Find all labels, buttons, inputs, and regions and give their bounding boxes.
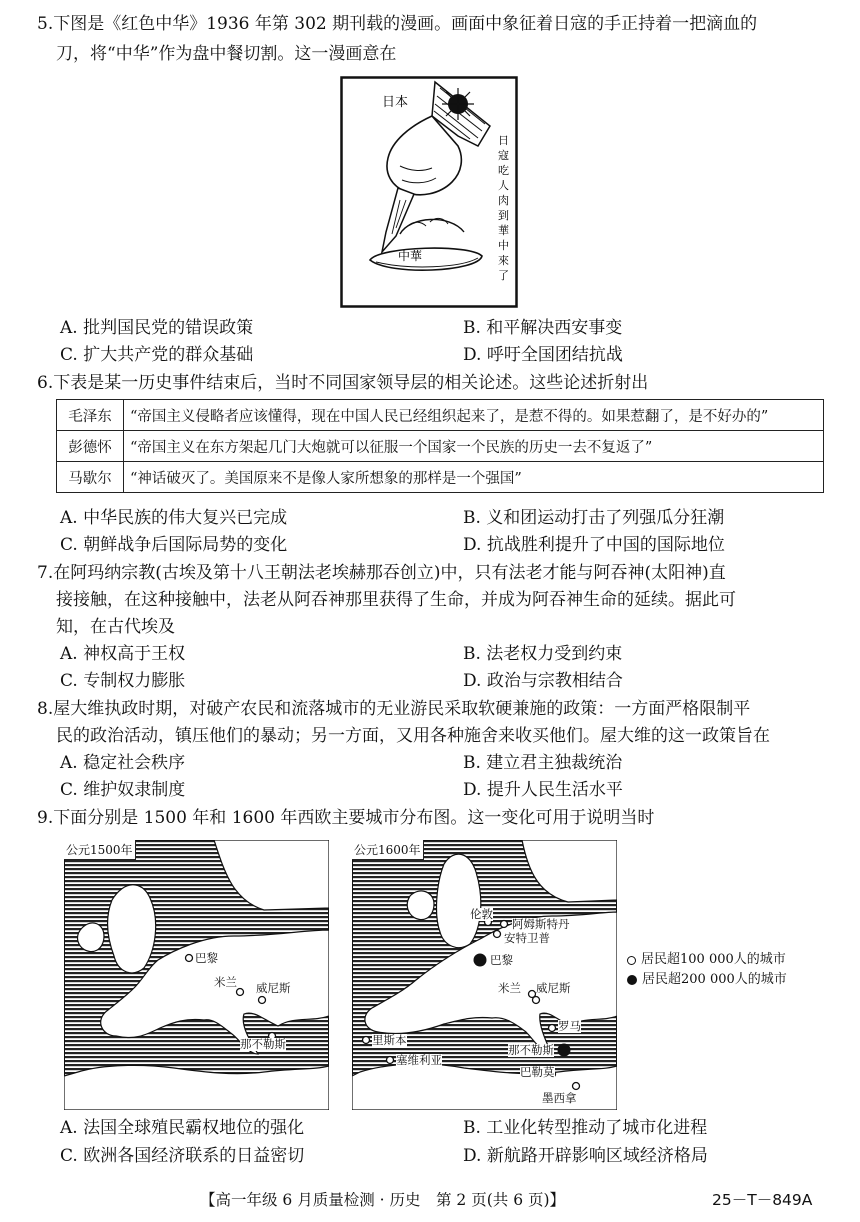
q5-option-d[interactable]: D. 呼吁全国团结抗战 (463, 345, 623, 365)
map-1600 (352, 840, 617, 1110)
page-footer: 【高一年级 6 月质量检测 · 历史 第 2 页(共 6 页)】 (200, 1191, 566, 1209)
map-city-label: 巴黎 (490, 953, 513, 967)
q5-option-b[interactable]: B. 和平解决西安事变 (463, 318, 623, 338)
q9-option-a[interactable]: A. 法国全球殖民霸权地位的强化 (60, 1118, 305, 1138)
q6-option-a[interactable]: A. 中华民族的伟大复兴已完成 (60, 508, 288, 528)
map-city-label: 罗马 (558, 1019, 581, 1033)
q9-option-b[interactable]: B. 工业化转型推动了城市化进程 (463, 1118, 708, 1138)
cartoon-label-top: 日本 (382, 95, 409, 110)
map-city-label: 那不勒斯 (508, 1043, 554, 1057)
map-city-label: 那不勒斯 (240, 1037, 286, 1051)
q5-stem-line2: 刀，将“中华”作为盘中餐切割。这一漫画意在 (56, 44, 397, 64)
cartoon-label-plate: 中華 (398, 249, 423, 263)
q8-option-d[interactable]: D. 提升人民生活水平 (463, 780, 623, 800)
q9-option-d[interactable]: D. 新航路开辟影响区域经济格局 (463, 1146, 708, 1166)
cartoon-side-char: 到 (498, 209, 509, 222)
map-city-label: 墨西拿 (542, 1091, 577, 1105)
q8-stem-line1: 8.屋大维执政时期，对破产农民和流落城市的无业游民采取软硬兼施的政策：一方面严格限制平 (37, 699, 751, 719)
cartoon-side-char: 日 (498, 134, 509, 147)
q8-option-c[interactable]: C. 维护奴隶制度 (60, 780, 186, 800)
table-row (57, 400, 824, 431)
q9-stem: 9.下面分别是 1500 年和 1600 年西欧主要城市分布图。这一变化可用于说明当时 (37, 808, 655, 828)
q8-option-a[interactable]: A. 稳定社会秩序 (60, 753, 186, 773)
q7-stem-line2: 接接触，在这种接触中，法老从阿吞神那里获得了生命，并成为阿吞神生命的延续。据此可 (56, 590, 736, 610)
table-cell-quote: “帝国主义在东方架起几门大炮就可以征服一个国家一个民族的历史一去不复返了” (124, 431, 824, 462)
map-city-label: 巴黎 (195, 951, 218, 965)
legend-filled-label: 居民超200 000人的城市 (642, 972, 787, 987)
cartoon-side-char: 來 (498, 254, 509, 267)
q6-option-c[interactable]: C. 朝鲜战争后国际局势的变化 (60, 535, 288, 555)
q5-stem-line1: 5.下图是《红色中华》1936 年第 302 期刊载的漫画。画面中象征着日寇的手正持着一把滴血的 (37, 14, 758, 34)
map-city-label: 米兰 (498, 981, 521, 995)
table-row (57, 462, 824, 493)
cartoon-side-char: 人 (498, 179, 509, 192)
q6-stem: 6.下表是某一历史事件结束后，当时不同国家领导层的相关论述。这些论述折射出 (37, 373, 649, 393)
q5-option-a[interactable]: A. 批判国民党的错误政策 (60, 318, 254, 338)
legend-open-label: 居民超100 000人的城市 (641, 952, 786, 967)
cartoon-side-char: 華 (498, 224, 509, 237)
map-city-label: 塞维利亚 (396, 1053, 442, 1067)
q5-cartoon-image (340, 76, 518, 308)
paper-code: 25－T－849A (712, 1191, 813, 1209)
map-city-label: 威尼斯 (256, 981, 291, 995)
table-cell-speaker: 马歇尔 (57, 462, 124, 493)
map-1600-title: 公元1600年 (352, 840, 424, 860)
table-cell-speaker: 毛泽东 (57, 400, 124, 431)
map-1600-drawing (352, 840, 617, 1110)
cartoon-side-char: 吃 (498, 164, 509, 177)
map-city-label: 里斯本 (372, 1033, 407, 1047)
q9-option-c[interactable]: C. 欧洲各国经济联系的日益密切 (60, 1146, 305, 1166)
map-city-label: 阿姆斯特丹 (512, 917, 570, 931)
cartoon-side-char: 了 (498, 269, 509, 282)
q6-option-d[interactable]: D. 抗战胜利提升了中国的国际地位 (463, 535, 725, 555)
table-cell-quote: “帝国主义侵略者应该懂得，现在中国人民已经组织起来了，是惹不得的。如果惹翻了，是不好办的” (124, 400, 824, 431)
q8-stem-line2: 民的政治活动，镇压他们的暴动；另一方面，又用各种施舍来收买他们。屋大维的这一政策旨在 (56, 726, 770, 746)
q5-option-c[interactable]: C. 扩大共产党的群众基础 (60, 345, 254, 365)
q7-option-c[interactable]: C. 专制权力膨胀 (60, 671, 186, 691)
cartoon-side-char: 寇 (498, 149, 509, 162)
table-cell-speaker: 彭德怀 (57, 431, 124, 462)
table-cell-quote: “神话破灭了。美国原来不是像人家所想象的那样是一个强国” (124, 462, 824, 493)
cartoon-side-char: 肉 (498, 194, 509, 207)
q7-option-d[interactable]: D. 政治与宗教相结合 (463, 671, 623, 691)
map-1500-title: 公元1500年 (64, 840, 136, 860)
map-city-label: 米兰 (214, 975, 237, 989)
open-circle-icon (627, 956, 636, 965)
filled-circle-icon (627, 975, 637, 985)
q7-option-a[interactable]: A. 神权高于王权 (60, 644, 186, 664)
table-row (57, 431, 824, 462)
map-1500 (64, 840, 329, 1110)
q7-stem-line3: 知，在古代埃及 (56, 617, 175, 637)
cartoon-side-char: 中 (498, 239, 509, 252)
q6-option-b[interactable]: B. 义和团运动打击了列强瓜分狂潮 (463, 508, 725, 528)
map-city-label: 伦敦 (470, 907, 493, 921)
map-legend (627, 950, 787, 990)
q7-stem-line1: 7.在阿玛纳宗教(古埃及第十八王朝法老埃赫那吞创立)中，只有法老才能与阿吞神(太阳神)直 (37, 563, 726, 583)
q8-option-b[interactable]: B. 建立君主独裁统治 (463, 753, 623, 773)
map-1500-drawing (64, 840, 329, 1110)
map-city-label: 威尼斯 (536, 981, 571, 995)
map-city-label: 安特卫普 (504, 931, 550, 945)
map-city-label: 巴勒莫 (520, 1065, 555, 1079)
q7-option-b[interactable]: B. 法老权力受到约束 (463, 644, 623, 664)
q6-quote-table (56, 399, 824, 493)
